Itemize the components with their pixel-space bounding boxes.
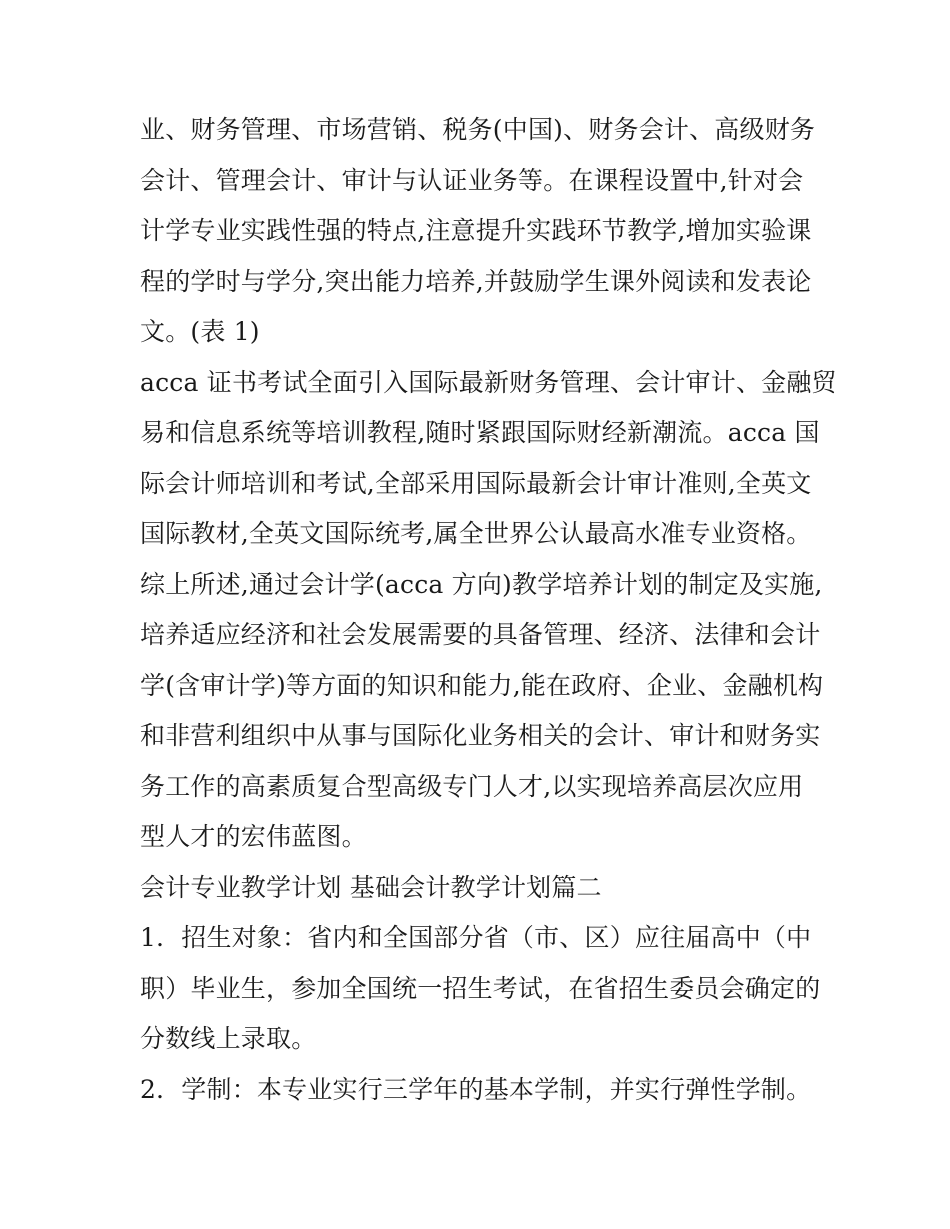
- paragraph-summary: [140, 560, 824, 863]
- text-line: 程的学时与学分,突出能力培养,并鼓励学生课外阅读和发表论: [140, 266, 812, 296]
- text-line: 务工作的高素质复合型高级专门人才,以实现培养高层次应用: [140, 771, 804, 801]
- text-line: 1．招生对象：省内和全国部分省（市、区）应往届高中（中: [140, 923, 812, 952]
- text-line: acca 证书考试全面引入国际最新财务管理、会计审计、金融贸: [140, 367, 837, 397]
- text-line: 际会计师培训和考试,全部采用国际最新会计审计准则,全英文: [140, 468, 812, 498]
- text-line: 综上所述,通过会计学(acca 方向)教学培养计划的制定及实施,: [140, 569, 823, 599]
- paragraph-duration: [140, 1065, 820, 1116]
- text-line: 计学专业实践性强的特点,注意提升实践环节教学,增加实验课: [140, 216, 812, 245]
- text-line: 国际教材,全英文国际统考,属全世界公认最高水准专业资格。: [140, 519, 812, 548]
- text-line: 型人才的宏伟蓝图。: [140, 822, 367, 851]
- text-line: 职）毕业生，参加全国统一招生考试，在省招生委员会确定的: [140, 973, 821, 1003]
- paragraph-curriculum: [140, 105, 820, 358]
- document-body: [140, 105, 837, 1115]
- paragraph-enrollment: [140, 913, 820, 1065]
- text-line: 培养适应经济和社会发展需要的具备管理、经济、法律和会计: [140, 620, 821, 649]
- text-line: 会计、管理会计、审计与认证业务等。在课程设置中,针对会: [140, 165, 804, 195]
- section-heading: [140, 863, 820, 914]
- text-line: 学(含审计学)等方面的知识和能力,能在政府、企业、金融机构: [140, 670, 824, 700]
- paragraph-acca-exam: [140, 358, 837, 560]
- heading-line: 会计专业教学计划 基础会计教学计划篇二: [140, 872, 602, 902]
- text-line: 业、财务管理、市场营销、税务(中国)、财务会计、高级财务: [140, 115, 816, 144]
- text-line: 分数线上录取。: [140, 1024, 317, 1053]
- text-line: 2．学制：本专业实行三学年的基本学制，并实行弹性学制。: [140, 1074, 812, 1104]
- text-line: 和非营利组织中从事与国际化业务相关的会计、审计和财务实: [140, 721, 821, 750]
- text-line: 文。(表 1): [140, 317, 260, 346]
- text-line: 易和信息系统等培训教程,随时紧跟国际财经新潮流。acca 国: [140, 418, 820, 447]
